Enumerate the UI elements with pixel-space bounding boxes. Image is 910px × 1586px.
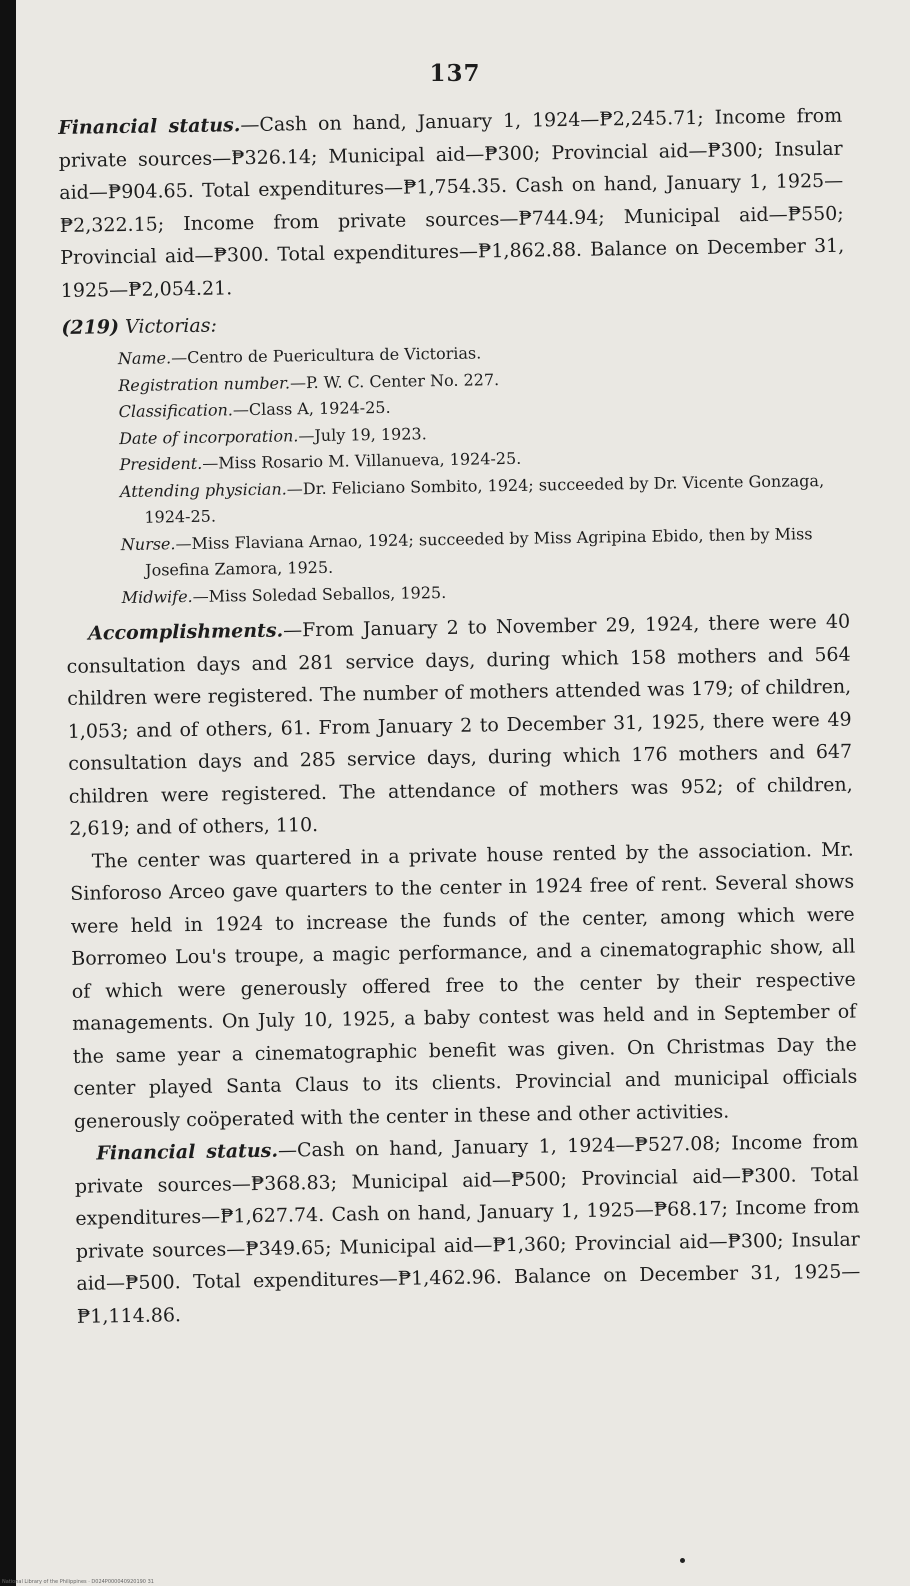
- field-label: President.: [119, 453, 203, 475]
- field-value: —Miss Soledad Seballos, 1925.: [192, 582, 447, 606]
- field-label: Attending physician.: [119, 478, 287, 501]
- print-speck: [680, 1558, 685, 1563]
- page-number: 137: [429, 60, 481, 87]
- field-label: Classification.: [118, 400, 234, 422]
- field-value: —July 19, 1923.: [298, 423, 427, 445]
- entry-number: (219): [61, 316, 120, 339]
- paragraph-lead: Financial status.: [96, 1139, 279, 1165]
- entry-field-list: [62, 335, 850, 612]
- field-value: —Miss Rosario M. Villanueva, 1924-25.: [202, 448, 522, 473]
- entry-place: Victorias:: [124, 314, 218, 338]
- field-label: Date of incorporation.: [118, 425, 299, 448]
- field-value: —Class A, 1924-25.: [232, 397, 391, 420]
- field-value: —P. W. C. Center No. 227.: [289, 369, 500, 392]
- paragraph-lead: Accomplishments.: [88, 619, 284, 645]
- field-label: Midwife.: [121, 586, 193, 607]
- page-body: [58, 100, 861, 1333]
- financial-status-paragraph-2: [74, 1126, 861, 1333]
- field-label: Nurse.: [120, 533, 176, 554]
- scan-footer: National Library of the Philippines · D024P000040920190 31: [2, 1579, 154, 1585]
- paragraph-text: —Cash on hand, January 1, 1924—₱2,245.71; Income from private sources—₱326.14; Municipal aid—₱300; Provincial aid—₱300; Insular aid—₱904.65. Total expenditures—₱1,754.35. Cash on hand, January 1, 1925—₱2,322.15; Income from private sources—₱744.94; Municipal aid—₱550; Provincial aid—₱300. Total expenditures—₱1,862.88. Balance on December 31, 1925—₱2,054.21.: [58, 104, 845, 302]
- field-value: —Miss Flaviana Arnao, 1924; succeeded by Miss Agripina Ebido, then by Miss Josefina Zamora, 1925.: [145, 523, 813, 580]
- paragraph-text: —Cash on hand, January 1, 1924—₱527.08; Income from private sources—₱368.83; Municipal aid—₱500; Provincial aid—₱300. Total expenditures—₱1,627.74. Cash on hand, January 1, 1925—₱68.17; Income from private sources—₱349.65; Municipal aid—₱1,360; Provincial aid—₱300; Insular aid—₱500. Total expenditures—₱1,462.96. Balance on December 31, 1925—₱1,114.86.: [74, 1130, 861, 1328]
- field-value: —Centro de Puericultura de Victorias.: [170, 343, 482, 368]
- binding-edge: [0, 0, 16, 1586]
- field-value: —Dr. Feliciano Sombito, 1924; succeeded by Dr. Vicente Gonzaga, 1924-25.: [144, 470, 825, 527]
- financial-status-paragraph-1: [58, 100, 845, 307]
- paragraph-lead: Financial status.: [58, 114, 241, 139]
- accomplishments-paragraph: [66, 606, 853, 846]
- quarters-paragraph: The center was quartered in a private house rented by the association. Mr. Sinforoso Arceo gave quarters to the center in 1924 free of rent. Several shows were held in 1924 to increase the funds of the center, among which were Borromeo Lou's troupe, a magic performance, and a cinematographic show, all of which were generously offered free to the center by their respective managements. On July 10, 1925, a baby contest was held and in September of the same year a cinematographic benefit was given. On Christmas Day the center played Santa Claus to its clients. Provincial and municipal officials generously coöperated with the center in these and other activities.: [70, 838, 858, 1133]
- field-label: Registration number.: [118, 372, 291, 395]
- paragraph-text: —From January 2 to November 29, 1924, there were 40 consultation days and 281 service days, during which 158 mothers and 564 children were registered. The number of mothers attended was 179; of children, 1,053; and of others, 61. From January 2 to December 31, 1925, there were 49 consultation days and 285 service days, during which 176 mothers and 647 children were registered. The attendance of mothers was 952; of children, 2,619; and of others, 110.: [66, 610, 853, 840]
- field-label: Name.: [117, 348, 172, 369]
